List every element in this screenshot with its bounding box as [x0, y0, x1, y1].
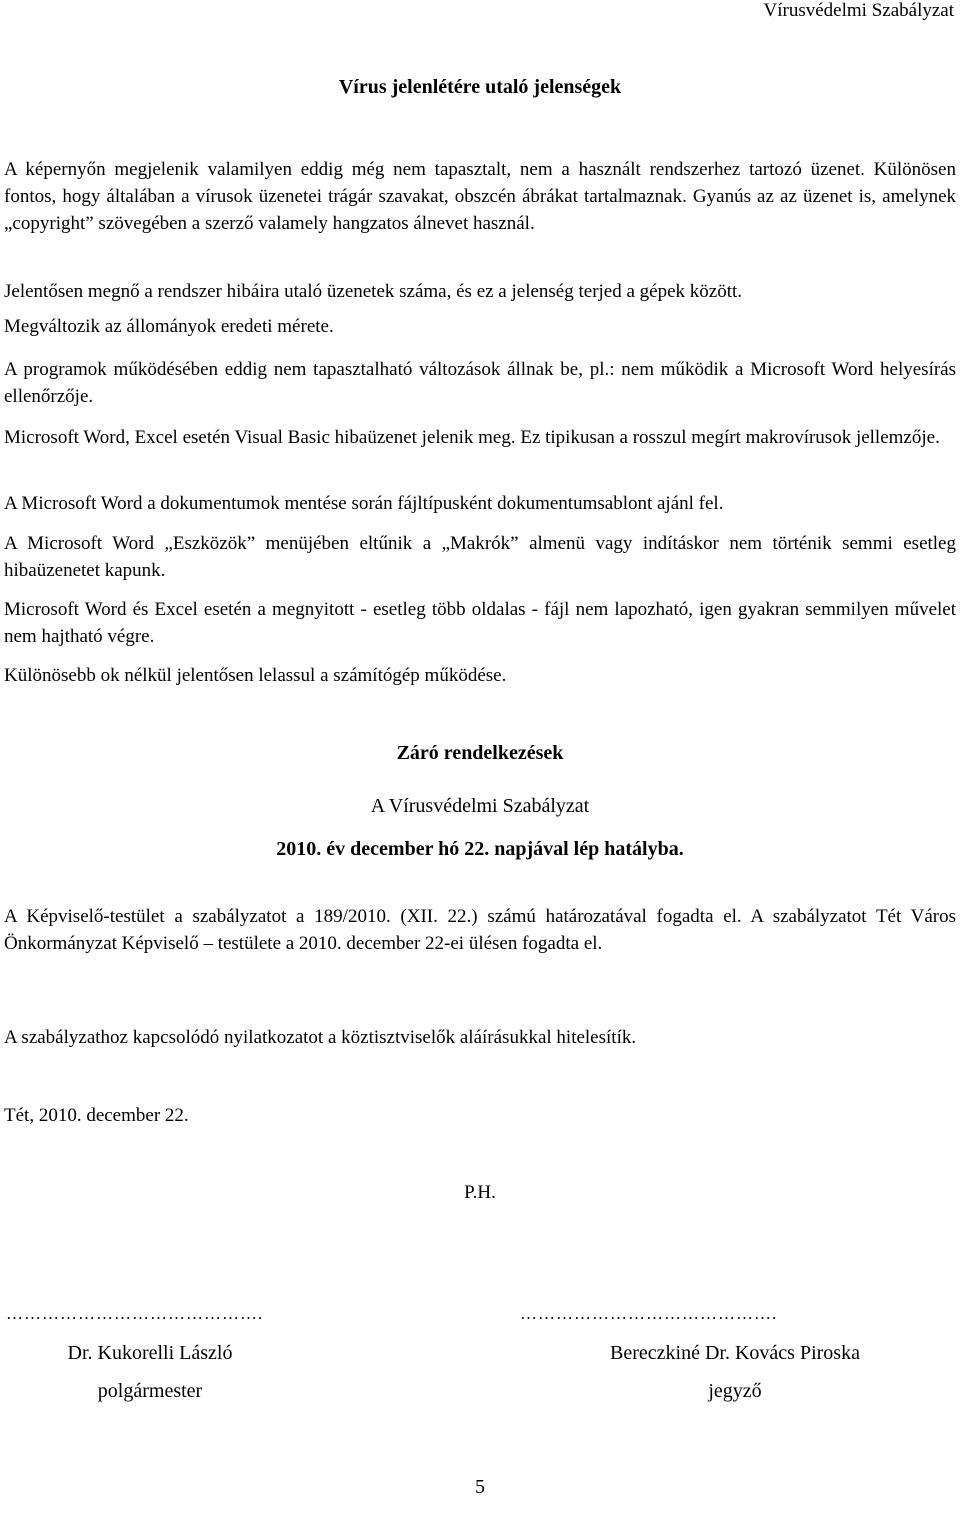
paragraph-vb-error: Microsoft Word, Excel esetén Visual Basic hibaüzenet jelenik meg. Ez tipikusan a rosszul megírt makrovírusok jellemzője.: [4, 427, 940, 448]
paragraph-declaration: A szabályzathoz kapcsolódó nyilatkozatot a köztisztviselők aláírásukkal hitelesítík.: [4, 1027, 637, 1048]
signature-line-mayor: …………………………………….: [6, 1304, 264, 1323]
paragraph-unknown-message: A képernyőn megjelenik valamilyen eddig még nem tapasztalt, nem a használt rendszerhez tartozó üzenet. Különösen fontos, hogy általában a vírusok üzenetei trágár szavakat, obszcén ábrákat tartalmaznak. Gyanús az az üzenet is, amelynek „copyright” szövegében a szerző valamely hangzatos álnevet használ.: [4, 159, 956, 234]
signatory-name-notary: Bereczkiné Dr. Kovács Piroska: [610, 1342, 860, 1364]
seal-placeholder: P.H.: [464, 1182, 496, 1203]
signatory-name-mayor: Dr. Kukorelli László: [67, 1342, 233, 1364]
effective-date: 2010. év december hó 22. napjával lép hatályba.: [276, 838, 684, 860]
section-title-closing: Záró rendelkezések: [396, 742, 564, 764]
paragraph-file-not-scrollable: Microsoft Word és Excel esetén a megnyitott - esetleg több oldalas - fájl nem lapozható, igen gyakran semmilyen művelet nem hajtható végre.: [4, 599, 956, 647]
signatory-role-notary: jegyző: [708, 1380, 762, 1402]
signatory-role-mayor: polgármester: [97, 1380, 203, 1402]
paragraph-program-changes: A programok működésében eddig nem tapasztalható változások állnak be, pl.: nem működik a Microsoft Word helyesírás ellenőrzője.: [4, 359, 956, 407]
page-number: 5: [475, 1476, 485, 1498]
paragraph-resolution: A Képviselő-testület a szabályzatot a 189/2010. (XII. 22.) számú határozatával fogadta el. A szabályzatot Tét Város Önkormányzat Képviselő – testülete a 2010. december 22-ei ülésen fogadta el.: [4, 906, 956, 954]
paragraph-template-save: A Microsoft Word a dokumentumok mentése során fájltípusként dokumentumsablont ajánl fel.: [4, 493, 724, 514]
section-title-virus-signs: Vírus jelenlétére utaló jelenségek: [338, 76, 622, 98]
signature-line-notary: …………………………………….: [520, 1304, 778, 1323]
regulation-name: A Vírusvédelmi Szabályzat: [370, 795, 590, 817]
paragraph-slowdown: Különösebb ok nélkül jelentősen lelassul a számítógép működése.: [4, 665, 507, 686]
paragraph-file-size: Megváltozik az állományok eredeti mérete.: [4, 316, 334, 337]
running-header: Vírusvédelmi Szabályzat: [763, 0, 954, 21]
place-and-date: Tét, 2010. december 22.: [4, 1105, 189, 1126]
paragraph-macros-menu: A Microsoft Word „Eszközök” menüjében eltűnik a „Makrók” almenü vagy indításkor nem történik semmi esetleg hibaüzenetet kapunk.: [4, 533, 956, 581]
paragraph-error-messages: Jelentősen megnő a rendszer hibáira utaló üzenetek száma, és ez a jelenség terjed a gépek között.: [4, 281, 743, 302]
